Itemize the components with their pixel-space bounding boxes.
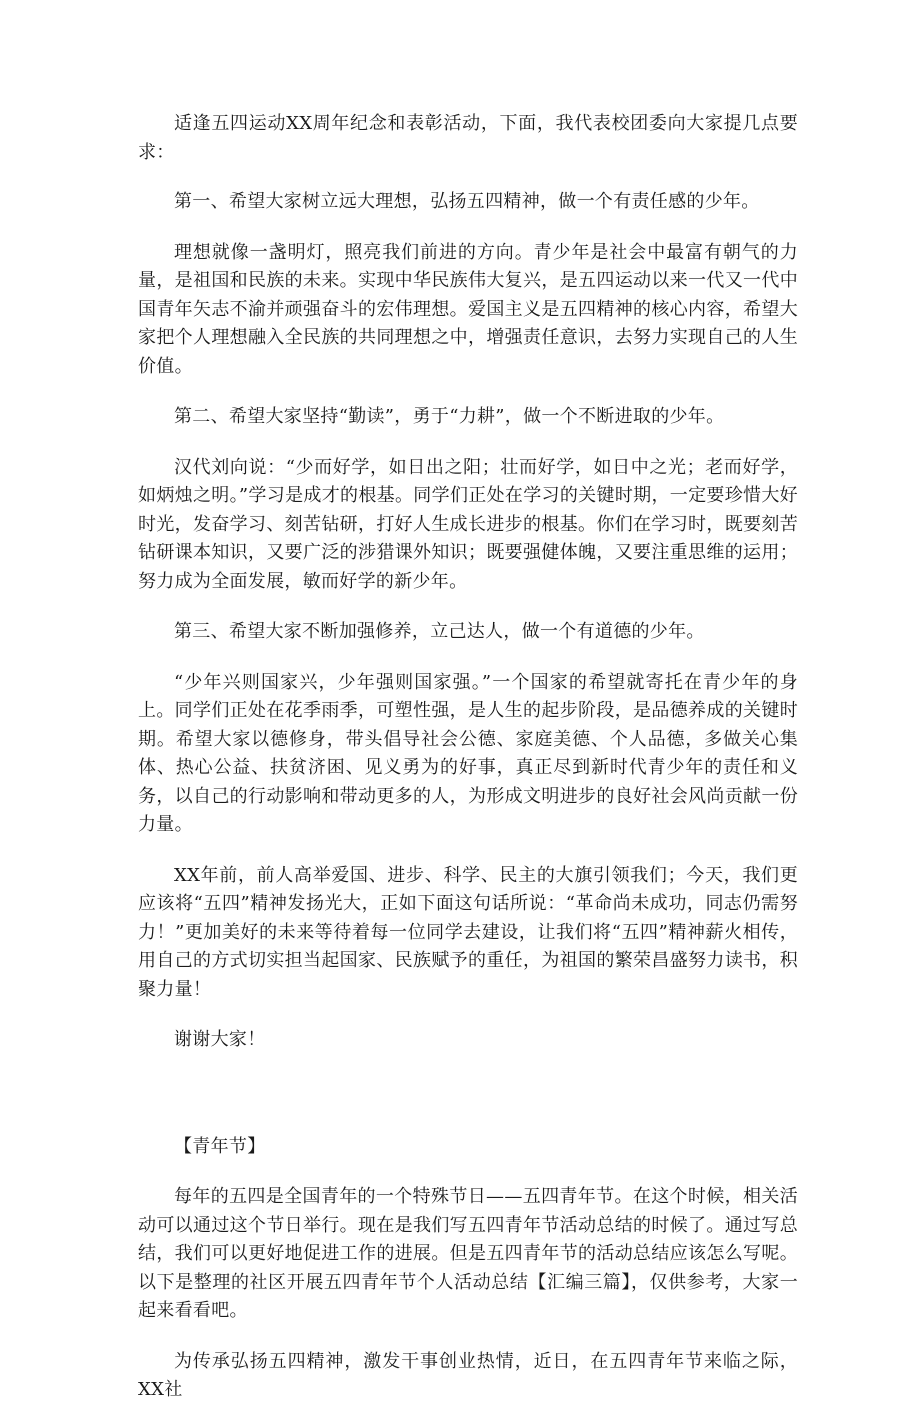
intro-paragraph: 适逢五四运动XX周年纪念和表彰活动，下面，我代表校团委向大家提几点要求：	[138, 113, 798, 163]
section-intro-paragraph: 每年的五四是全国青年的一个特殊节日——五四青年节。在这个时候，相关活动可以通过这个节日举行。现在是我们写五四青年节活动总结的时候了。通过写总结，我们可以更好地促进工作的进展。但是五四青年节的活动总结应该怎么写呢。以下是整理的社区开展五四青年节个人活动总结【汇编三篇】，仅供参考，大家一起来看看吧。	[138, 1186, 798, 1321]
closing-paragraph: XX年前，前人高举爱国、进步、科学、民主的大旗引领我们；今天，我们更应该将“五四”精神发扬光大，正如下面这句话所说：“革命尚未成功，同志仍需努力！”更加美好的未来等待着每一位同学去建设，让我们将“五四”精神薪火相传，用自己的方式切实担当起国家、民族赋予的重任，为祖国的繁荣昌盛努力读书，积聚力量！	[138, 864, 798, 1000]
point-two-heading: 第二、希望大家坚持“勤读”，勇于“力耕”，做一个不断进取的少年。	[174, 406, 725, 427]
point-two-body: 汉代刘向说：“少而好学，如日出之阳；壮而好学，如日中之光；老而好学，如炳烛之明。”学习是成才的根基。同学们正处在学习的关键时期，一定要珍惜大好时光，发奋学习、刻苦钻研，打好人生成长进步的根基。你们在学习时，既要刻苦钻研课本知识，又要广泛的涉猎课外知识；既要强健体魄，又要注重思维的运用；努力成为全面发展，敏而好学的新少年。	[138, 456, 798, 592]
thanks-line: 谢谢大家！	[174, 1029, 266, 1050]
point-one-body: 理想就像一盏明灯，照亮我们前进的方向。青少年是社会中最富有朝气的力量，是祖国和民族的未来。实现中华民族伟大复兴，是五四运动以来一代又一代中国青年矢志不渝并顽强奋斗的宏伟理想。爱国主义是五四精神的核心内容，希望大家把个人理想融入全民族的共同理想之中，增强责任意识，去努力实现自己的人生价值。	[138, 241, 798, 377]
document-page	[138, 110, 798, 1405]
point-three-body: “少年兴则国家兴，少年强则国家强。”一个国家的希望就寄托在青少年的身上。同学们正处在花季雨季，可塑性强，是人生的起步阶段，是品德养成的关键时期。希望大家以德修身，带头倡导社会公德、家庭美德、个人品德，多做关心集体、热心公益、扶贫济困、见义勇为的好事，真正尽到新时代青少年的责任和义务，以自己的行动影响和带动更多的人，为形成文明进步的良好社会风尚贡献一份力量。	[138, 671, 798, 835]
section-summary-paragraph: 为传承弘扬五四精神，激发干事创业热情，近日，在五四青年节来临之际，XX社	[138, 1350, 798, 1400]
point-one-heading: 第一、希望大家树立远大理想，弘扬五四精神，做一个有责任感的少年。	[174, 191, 760, 212]
section-heading: 【青年节】	[174, 1135, 266, 1157]
point-three-heading: 第三、希望大家不断加强修养，立己达人，做一个有道德的少年。	[174, 621, 705, 642]
